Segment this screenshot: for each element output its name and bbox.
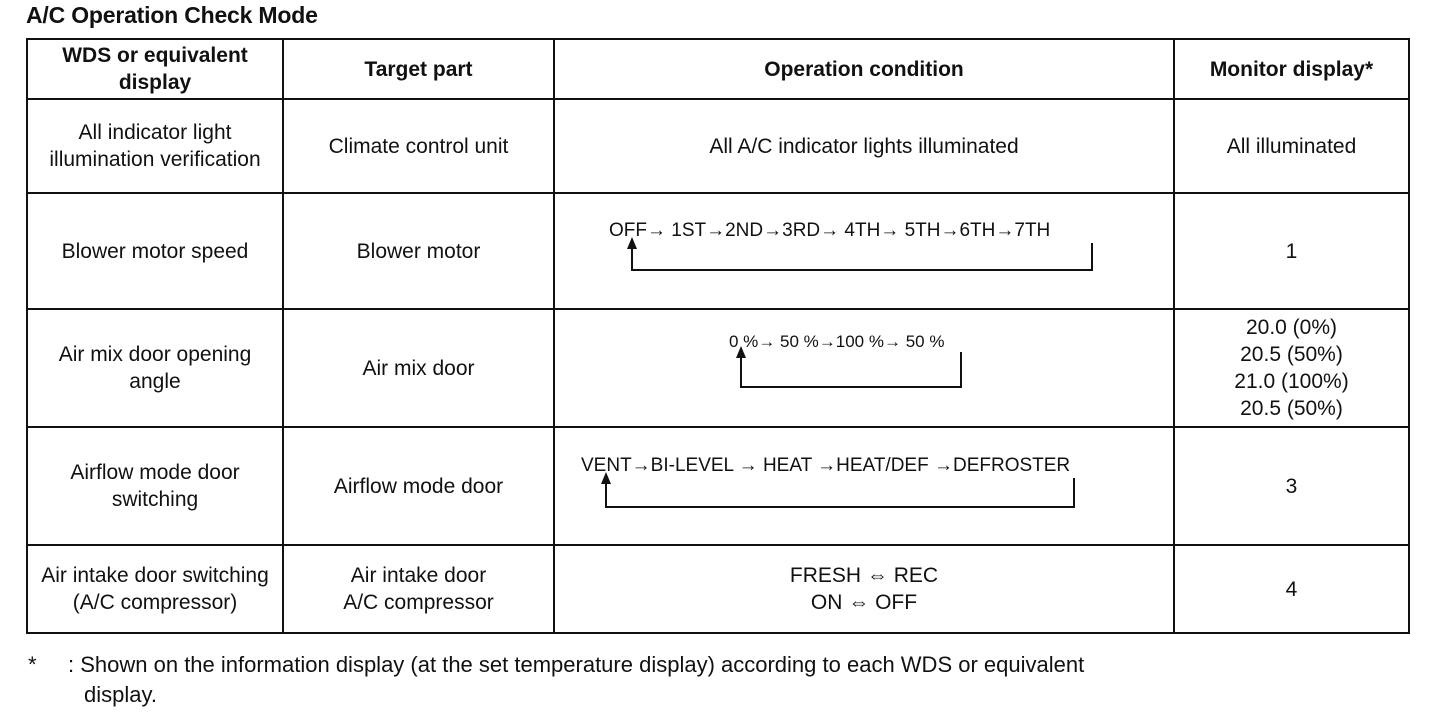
condition-line: FRESH ⇔ REC	[789, 564, 939, 587]
monitor-cell: 3	[1174, 427, 1409, 545]
target-cell: Blower motor	[283, 193, 554, 309]
display-cell: Blower motor speed	[27, 193, 283, 309]
footnote-text	[68, 650, 1368, 710]
column-header-monitor: Monitor display*	[1174, 39, 1409, 99]
condition-cell: All A/C indicator lights illuminated	[554, 99, 1174, 193]
monitor-value: 21.0 (100%)	[1234, 370, 1349, 393]
monitor-cell: 4	[1174, 545, 1409, 633]
column-header-target: Target part	[283, 39, 554, 99]
condition-cell	[554, 545, 1174, 633]
display-cell: Air intake door switching (A/C compressor)	[27, 545, 283, 633]
arrow-up-icon	[736, 346, 746, 358]
loop-line	[605, 478, 1075, 508]
arrow-up-icon	[627, 237, 637, 249]
target-cell: Air mix door	[283, 309, 554, 427]
monitor-value: 20.5 (50%)	[1240, 343, 1343, 366]
target-line: Air intake door	[350, 564, 487, 587]
airflow-cycle-diagram	[581, 452, 1147, 514]
footnote-line-1: : Shown on the information display (at the set temperature display) according to each WDS or equivalent	[68, 652, 1085, 677]
monitor-value: 20.5 (50%)	[1240, 397, 1343, 420]
loop-line	[740, 352, 962, 388]
table-row	[27, 427, 1409, 545]
monitor-cell: 1	[1174, 193, 1409, 309]
table-row	[27, 193, 1409, 309]
condition-line: ON ⇔ OFF	[810, 591, 918, 614]
display-cell: All indicator light illumination verification	[27, 99, 283, 193]
airflow-sequence-text: VENT→BI-LEVEL → HEAT →HEAT/DEF →DEFROSTER	[581, 454, 1071, 476]
target-cell: Climate control unit	[283, 99, 554, 193]
footnote-line-2: display.	[84, 682, 157, 707]
target-line: A/C compressor	[343, 591, 494, 614]
table-row	[27, 309, 1409, 427]
loop-line	[631, 243, 1093, 271]
table-header-row	[27, 39, 1409, 99]
page-title: A/C Operation Check Mode	[26, 2, 318, 28]
monitor-value: 20.0 (0%)	[1245, 316, 1338, 339]
target-cell: Airflow mode door	[283, 427, 554, 545]
condition-cell	[554, 193, 1174, 309]
display-cell: Air mix door opening angle	[27, 309, 283, 427]
condition-cell	[554, 309, 1174, 427]
monitor-cell	[1174, 309, 1409, 427]
display-cell: Airflow mode door switching	[27, 427, 283, 545]
monitor-cell: All illuminated	[1174, 99, 1409, 193]
target-cell	[283, 545, 554, 633]
table-row	[27, 99, 1409, 193]
blower-sequence-text: OFF→ 1ST→2ND→3RD→ 4TH→ 5TH→6TH→7TH	[609, 219, 1051, 241]
operation-check-table	[26, 38, 1410, 634]
arrow-up-icon	[601, 472, 611, 484]
column-header-condition: Operation condition	[554, 39, 1174, 99]
blower-cycle-diagram	[609, 217, 1119, 279]
table-row	[27, 545, 1409, 633]
condition-cell	[554, 427, 1174, 545]
footnote-marker: *	[28, 652, 37, 677]
air-mix-cycle-diagram	[729, 328, 999, 390]
air-mix-sequence-text: 0 %→ 50 %→100 %→ 50 %	[729, 331, 945, 351]
column-header-display: WDS or equivalent display	[27, 39, 283, 99]
